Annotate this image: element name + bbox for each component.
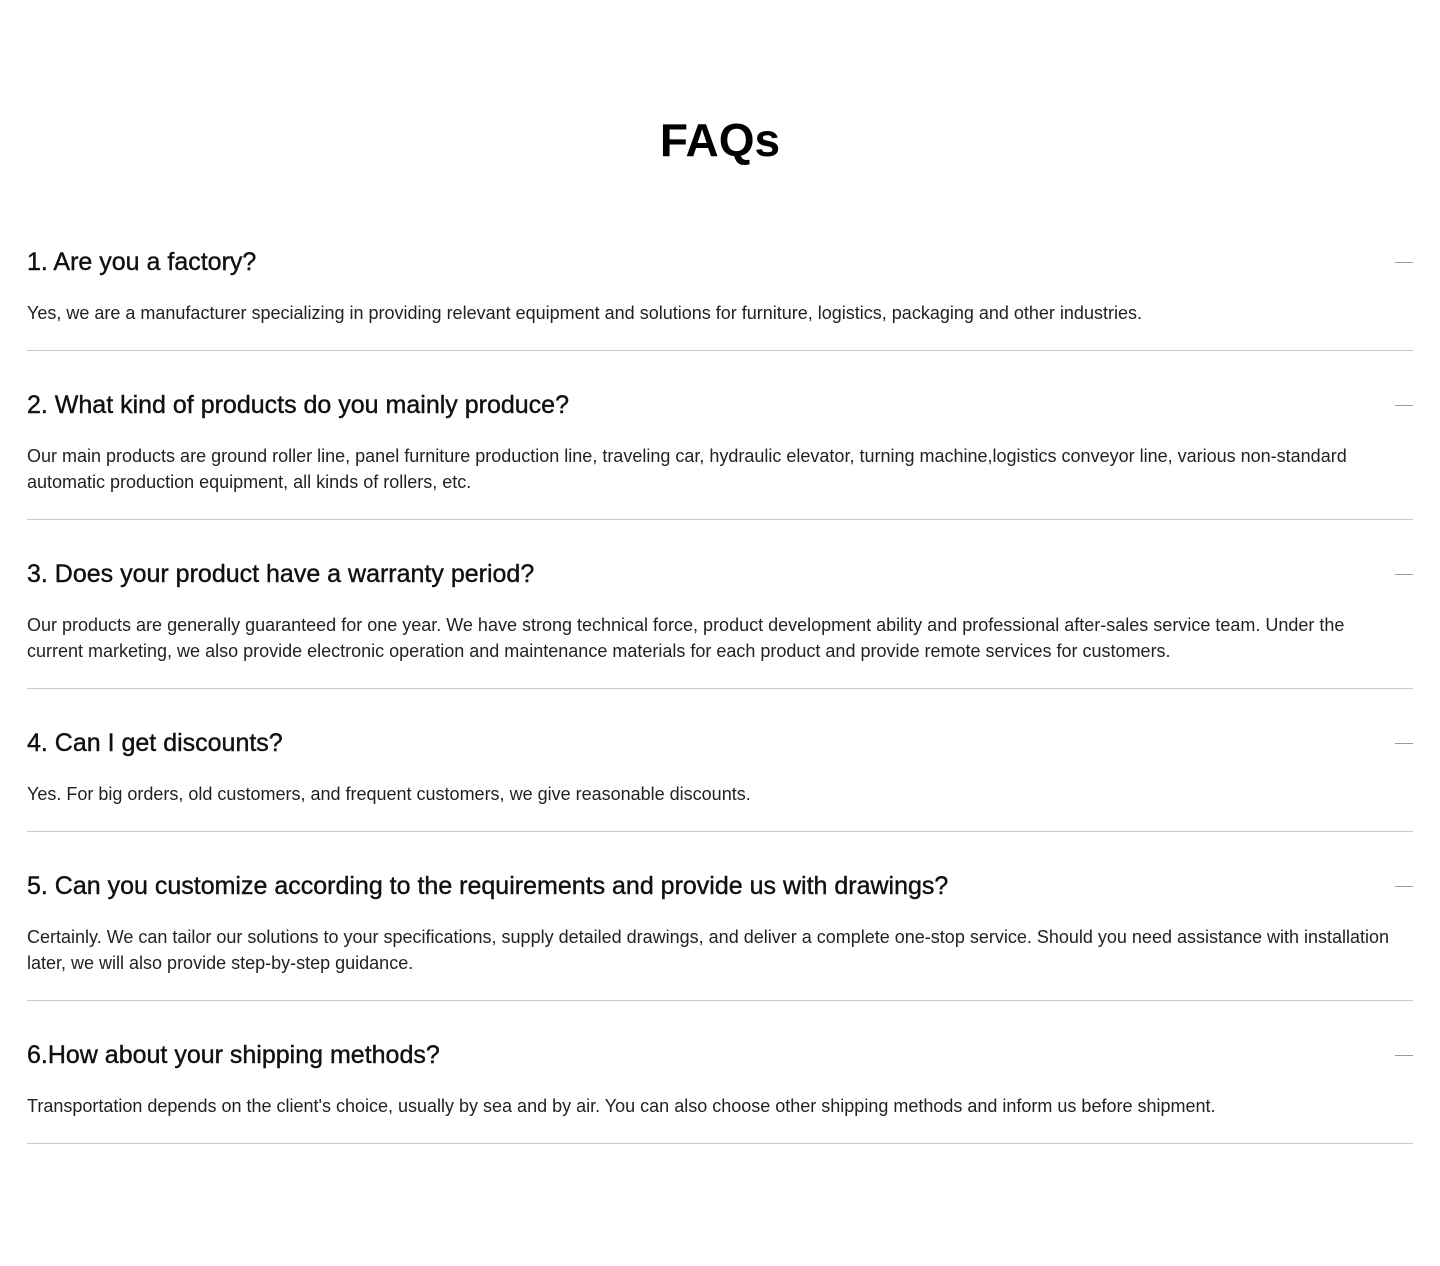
faq-answer: Yes, we are a manufacturer specializing in providing relevant equipment and solutions for furniture, logistics, packaging and other industries.: [27, 303, 1142, 323]
faq-item-4: [27, 689, 1413, 832]
faq-question: 4. Can I get discounts?: [27, 729, 283, 757]
faq-item-1: [27, 232, 1413, 351]
faq-answer: Our main products are ground roller line, panel furniture production line, traveling car, hydraulic elevator, turning machine,logistics conveyor line, various non-standard automatic production equipment, all kinds of rollers, etc.: [27, 446, 1347, 492]
faq-question: 3. Does your product have a warranty period?: [27, 560, 535, 588]
minus-icon[interactable]: [1395, 253, 1413, 271]
faq-question: 6.How about your shipping methods?: [27, 1041, 440, 1069]
faq-question: 5. Can you customize according to the requirements and provide us with drawings?: [27, 872, 949, 900]
faq-item-2: [27, 351, 1413, 520]
faq-answer: Our products are generally guaranteed for one year. We have strong technical force, product development ability and professional after-sales service team. Under the current marketing, we also provide electronic operation and maintenance materials for each product and provide remote services for customers.: [27, 615, 1345, 661]
faq-question-toggle-2[interactable]: [27, 389, 1413, 421]
minus-icon[interactable]: [1395, 734, 1413, 752]
faq-item-5: [27, 832, 1413, 1001]
faq-question: 2. What kind of products do you mainly produce?: [27, 391, 569, 419]
faq-item-3: [27, 520, 1413, 689]
faq-question: 1. Are you a factory?: [27, 248, 257, 276]
faq-question-toggle-4[interactable]: [27, 727, 1413, 759]
faq-answer: Certainly. We can tailor our solutions to your specifications, supply detailed drawings, and deliver a complete one-stop service. Should you need assistance with installation later, we will also provide step-by-step guidance.: [27, 927, 1390, 973]
faq-answer: Yes. For big orders, old customers, and frequent customers, we give reasonable discounts.: [27, 784, 751, 804]
faq-question-toggle-3[interactable]: [27, 558, 1413, 590]
faq-question-toggle-5[interactable]: [27, 870, 1413, 902]
faq-answer: Transportation depends on the client's choice, usually by sea and by air. You can also choose other shipping methods and inform us before shipment.: [27, 1096, 1216, 1116]
faq-item-6: [27, 1001, 1413, 1144]
faq-question-toggle-1[interactable]: [27, 246, 1413, 278]
minus-icon[interactable]: [1395, 1046, 1413, 1064]
page-title: FAQs: [659, 114, 781, 166]
minus-icon[interactable]: [1395, 565, 1413, 583]
minus-icon[interactable]: [1395, 877, 1413, 895]
faq-question-toggle-6[interactable]: [27, 1039, 1413, 1071]
faq-list: [27, 232, 1413, 1144]
minus-icon[interactable]: [1395, 396, 1413, 414]
